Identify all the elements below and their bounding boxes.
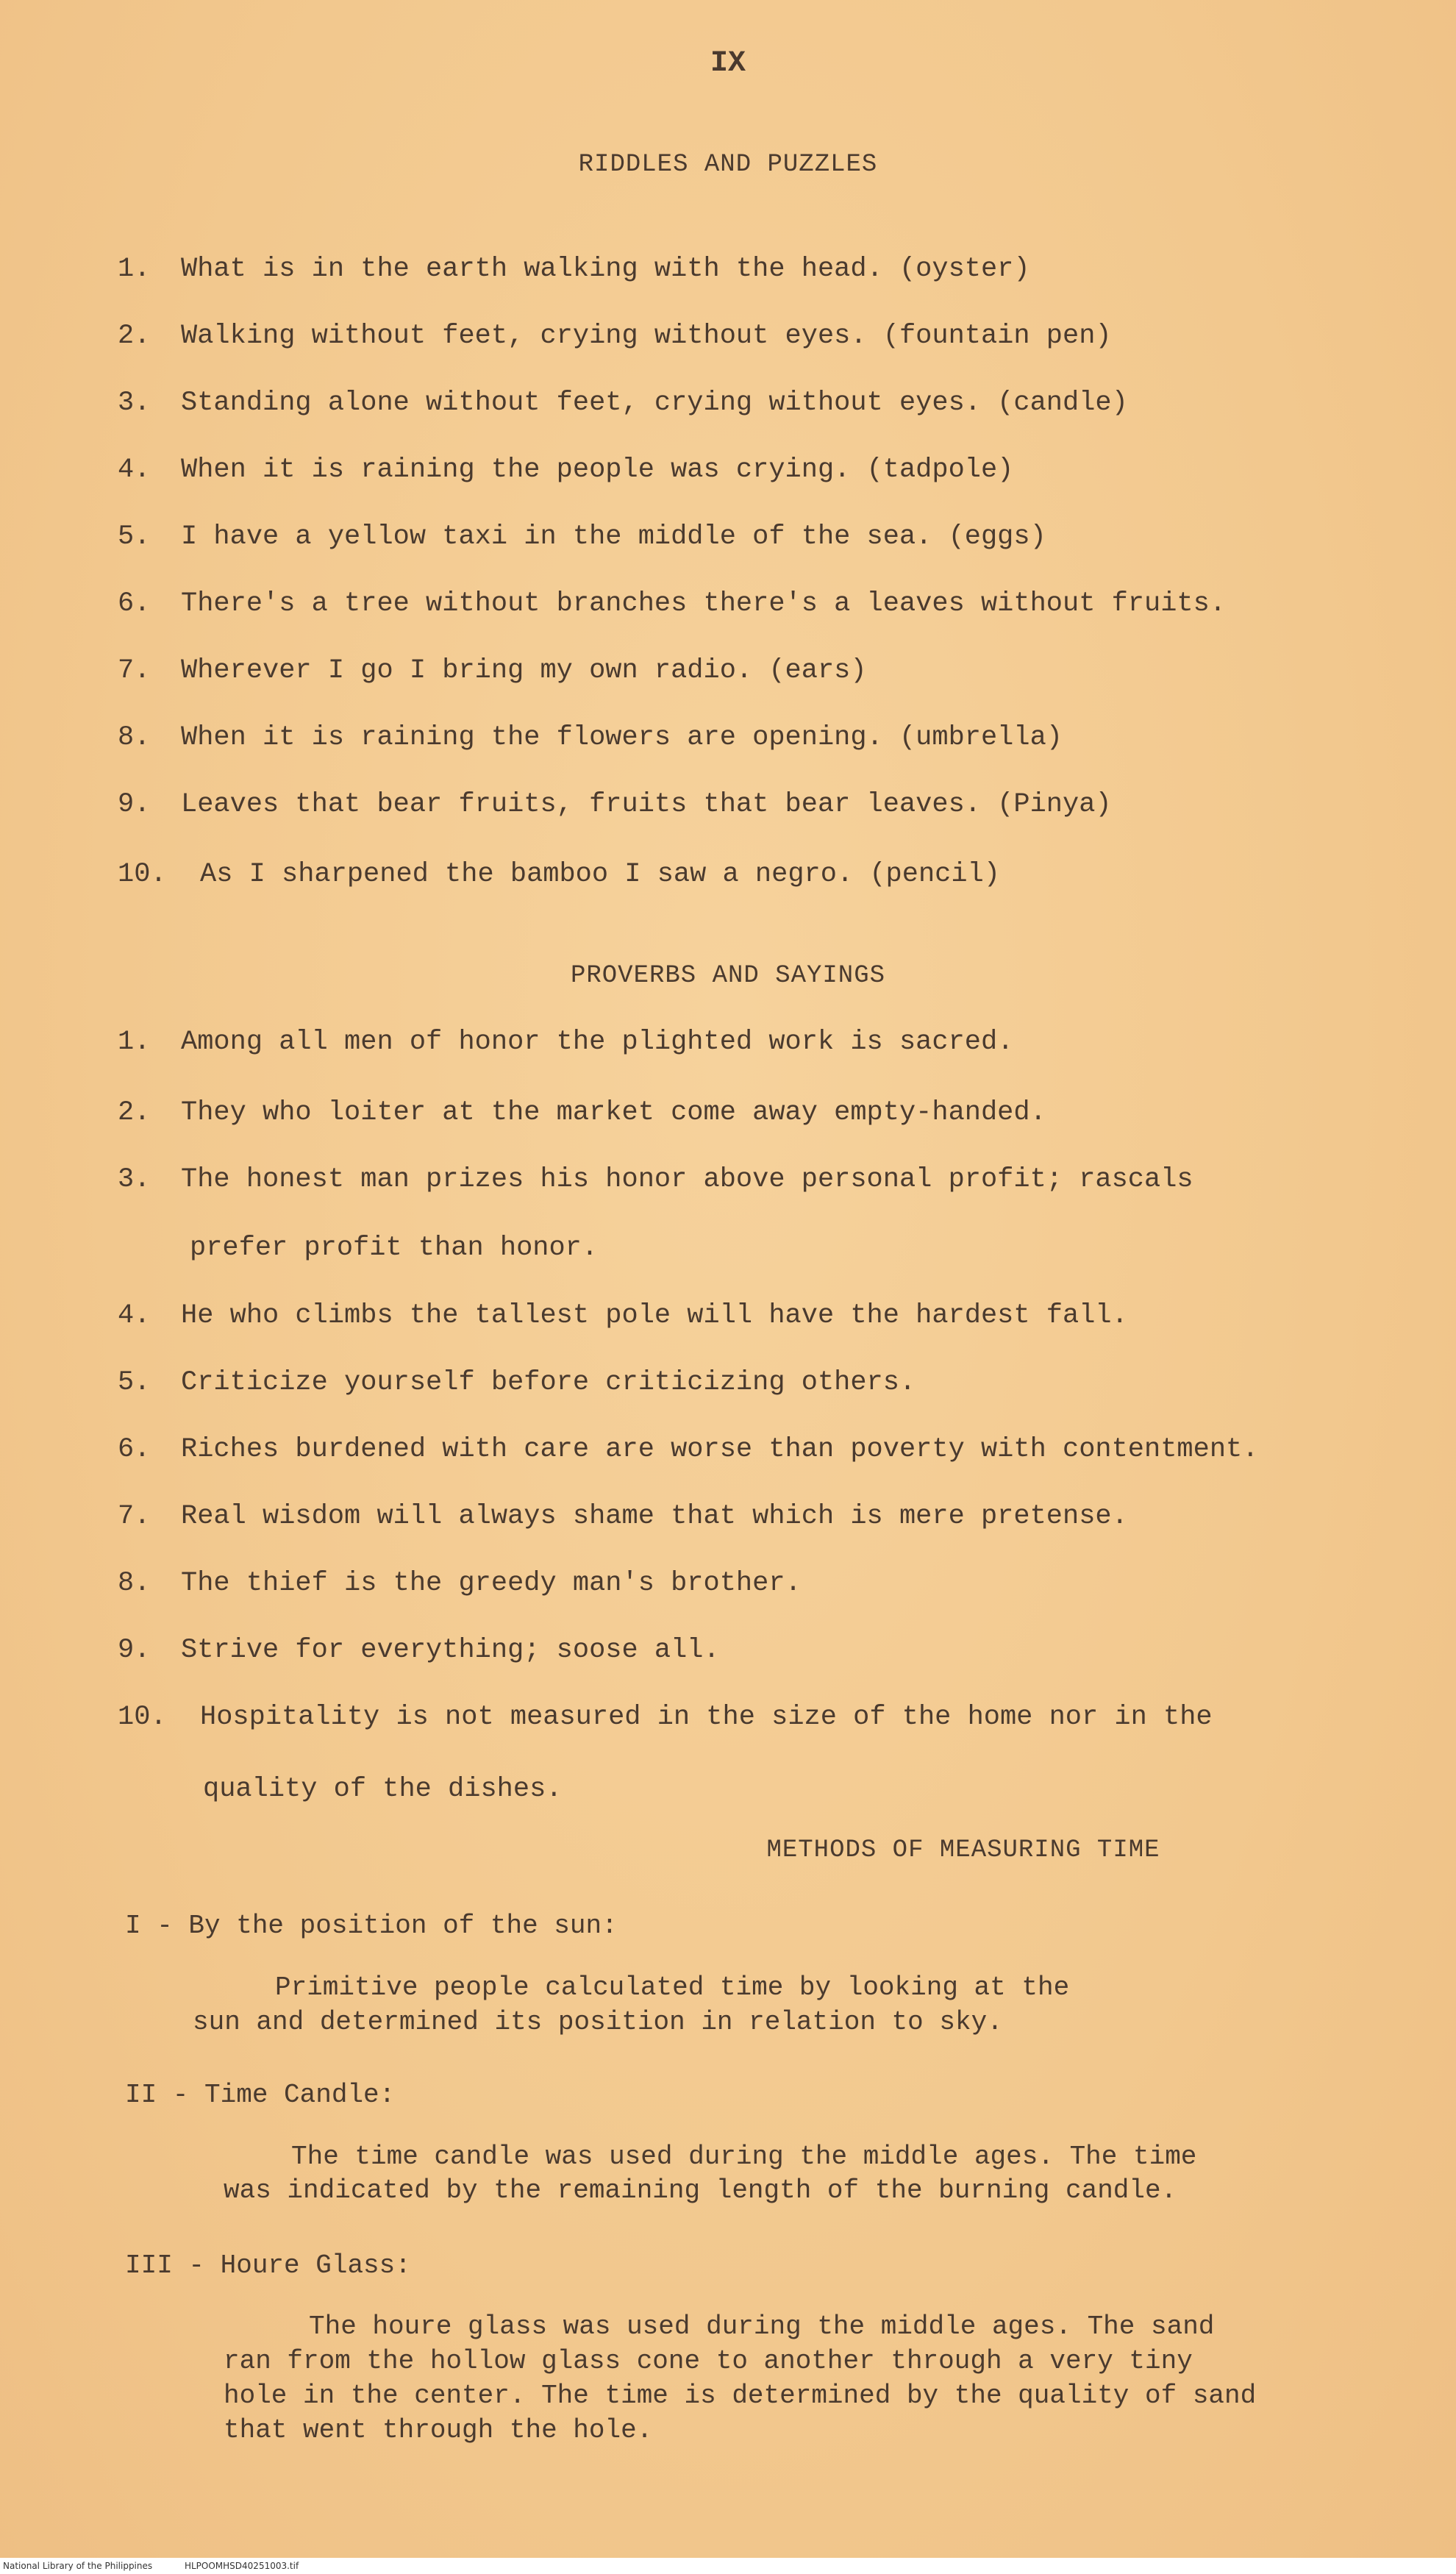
proverb-item bbox=[118, 1501, 1128, 1532]
item-text: Riches burdened with care are worse than poverty with contentment. bbox=[181, 1434, 1259, 1465]
riddle-item bbox=[118, 655, 867, 686]
page-number: IX bbox=[710, 47, 746, 80]
item-text: He who climbs the tallest pole will have the hardest fall. bbox=[181, 1300, 1128, 1331]
riddle-item bbox=[118, 454, 1013, 485]
item-number: 3. bbox=[118, 1164, 151, 1195]
item-text: Among all men of honor the plighted work is sacred. bbox=[181, 1027, 1014, 1058]
item-text: Strive for everything; soose all. bbox=[181, 1635, 720, 1666]
proverbs-heading: PROVERBS AND SAYINGS bbox=[570, 962, 886, 990]
item-text: Walking without feet, crying without eyes. (fountain pen) bbox=[181, 321, 1112, 352]
footer-filename: HLPOOMHSD40251003.tif bbox=[184, 2561, 299, 2571]
scan-footer bbox=[0, 2558, 1456, 2574]
time-section-title: I - By the position of the sun: bbox=[125, 1911, 618, 1941]
riddle-item bbox=[118, 254, 1030, 285]
time-section-line: was indicated by the remaining length of the burning candle. bbox=[224, 2175, 1177, 2206]
riddle-item bbox=[118, 521, 1046, 552]
proverb-item bbox=[118, 1702, 1213, 1733]
riddle-item bbox=[118, 388, 1128, 418]
item-number: 1. bbox=[118, 254, 151, 285]
proverb-item bbox=[118, 1097, 1046, 1128]
item-text: Standing alone without feet, crying without eyes. (candle) bbox=[181, 388, 1128, 418]
item-number: 2. bbox=[118, 1097, 151, 1128]
riddle-item bbox=[118, 321, 1112, 352]
time-section-line: Primitive people calculated time by looking at the bbox=[275, 1972, 1070, 2003]
time-section-line: The time candle was used during the middle ages. The time bbox=[291, 2142, 1197, 2172]
footer-source: National Library of the Philippines bbox=[3, 2561, 153, 2571]
item-text: I have a yellow taxi in the middle of the sea. (eggs) bbox=[181, 521, 1046, 552]
item-number: 3. bbox=[118, 388, 151, 418]
item-text: What is in the earth walking with the head. (oyster) bbox=[181, 254, 1030, 285]
time-section-line: The houre glass was used during the middle ages. The sand bbox=[309, 2311, 1215, 2342]
proverb-item bbox=[118, 1300, 1128, 1331]
proverb-continuation: quality of the dishes. bbox=[203, 1774, 563, 1805]
item-text: The honest man prizes his honor above personal profit; rascals bbox=[181, 1164, 1193, 1195]
item-number: 5. bbox=[118, 521, 151, 552]
time-section-line: hole in the center. The time is determined by the quality of sand bbox=[224, 2381, 1257, 2411]
proverb-item bbox=[118, 1635, 720, 1666]
item-text: Hospitality is not measured in the size of the home nor in the bbox=[200, 1702, 1213, 1733]
time-section-title: II - Time Candle: bbox=[125, 2080, 396, 2110]
item-number: 2. bbox=[118, 321, 151, 352]
item-text: They who loiter at the market come away empty-handed. bbox=[181, 1097, 1046, 1128]
riddle-item bbox=[118, 789, 1112, 820]
item-text: Leaves that bear fruits, fruits that bear leaves. (Pinya) bbox=[181, 789, 1112, 820]
item-number: 7. bbox=[118, 1501, 151, 1532]
item-number: 9. bbox=[118, 1635, 151, 1666]
item-text: Wherever I go I bring my own radio. (ears) bbox=[181, 655, 867, 686]
item-number: 9. bbox=[118, 789, 151, 820]
time-section-line: that went through the hole. bbox=[224, 2415, 653, 2445]
proverb-item bbox=[118, 1568, 802, 1599]
item-number: 8. bbox=[118, 722, 151, 753]
item-number: 7. bbox=[118, 655, 151, 686]
item-text: The thief is the greedy man's brother. bbox=[181, 1568, 802, 1599]
item-number: 5. bbox=[118, 1367, 151, 1398]
riddle-item bbox=[118, 588, 1226, 619]
proverb-item bbox=[118, 1367, 916, 1398]
item-number: 10. bbox=[118, 1702, 167, 1733]
time-section-line: ran from the hollow glass cone to another through a very tiny bbox=[224, 2346, 1193, 2376]
time-heading: METHODS OF MEASURING TIME bbox=[766, 1836, 1160, 1864]
proverb-item bbox=[118, 1164, 1193, 1195]
time-section-line: sun and determined its position in relation to sky. bbox=[193, 2007, 1003, 2037]
item-text: When it is raining the people was crying. (tadpole) bbox=[181, 454, 1014, 485]
item-number: 4. bbox=[118, 454, 151, 485]
riddles-heading: RIDDLES AND PUZZLES bbox=[578, 151, 878, 179]
item-number: 6. bbox=[118, 1434, 151, 1465]
item-number: 8. bbox=[118, 1568, 151, 1599]
riddle-item bbox=[118, 722, 1063, 753]
item-text: When it is raining the flowers are opening. (umbrella) bbox=[181, 722, 1063, 753]
proverb-continuation: prefer profit than honor. bbox=[190, 1233, 599, 1263]
item-number: 6. bbox=[118, 588, 151, 619]
item-number: 4. bbox=[118, 1300, 151, 1331]
item-text: As I sharpened the bamboo I saw a negro. (pencil) bbox=[200, 859, 1000, 890]
proverb-item bbox=[118, 1027, 1013, 1058]
item-text: Criticize yourself before criticizing others. bbox=[181, 1367, 916, 1398]
item-text: Real wisdom will always shame that which is mere pretense. bbox=[181, 1501, 1128, 1532]
item-number: 10. bbox=[118, 859, 167, 890]
item-number: 1. bbox=[118, 1027, 151, 1058]
proverb-item bbox=[118, 1434, 1258, 1465]
riddle-item bbox=[118, 859, 1000, 890]
time-section-title: III - Houre Glass: bbox=[125, 2250, 411, 2281]
item-text: There's a tree without branches there's a leaves without fruits. bbox=[181, 588, 1227, 619]
